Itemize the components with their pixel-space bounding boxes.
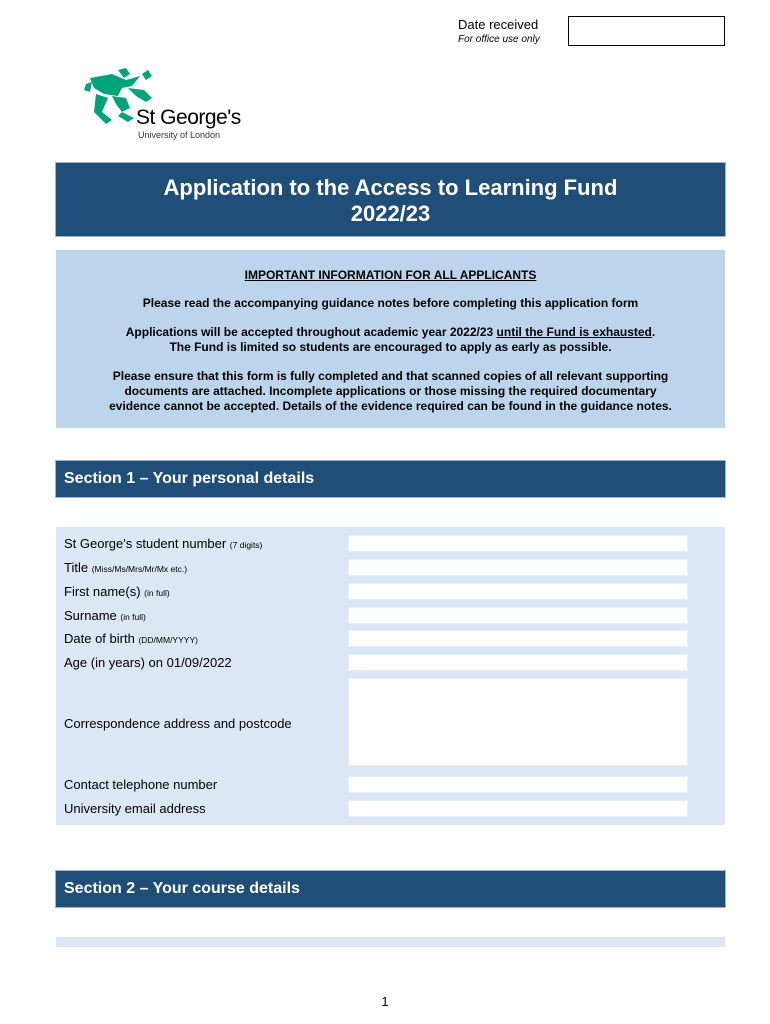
section-1-header: Section 1 – Your personal details (56, 461, 725, 497)
field-hint: (DD/MM/YYYY) (138, 635, 198, 645)
info-guidance: Please read the accompanying guidance notes before completing this application form (142, 296, 639, 310)
student-number-input[interactable] (348, 535, 688, 552)
field-label: Date of birth (64, 631, 139, 646)
first-name-input[interactable] (348, 583, 688, 600)
info-evidence-line2: documents are attached. Incomplete applications or those missing the required documentary (124, 384, 657, 398)
logo-subtitle: University of London (138, 130, 221, 140)
info-deadline-end: . (651, 325, 656, 339)
field-hint: (7 digits) (229, 540, 263, 550)
field-hint: (Miss/Ms/Mrs/Mr/Mx etc.) (91, 564, 188, 574)
personal-details-form (56, 527, 725, 825)
field-hint: (in full) (120, 612, 146, 622)
important-information-box (56, 250, 725, 428)
title-label (64, 560, 187, 575)
address-label (64, 716, 292, 731)
office-use-note: For office use only (458, 34, 540, 45)
field-label: St George's student number (64, 536, 230, 551)
page-number: 1 (381, 994, 389, 1009)
date-of-birth-input[interactable] (348, 630, 688, 647)
date-received-field[interactable] (568, 16, 725, 46)
email-input[interactable] (348, 800, 688, 817)
email-label (64, 801, 206, 816)
info-deadline (56, 325, 725, 340)
form-title-banner (56, 163, 725, 236)
date-received-label: Date received (458, 17, 539, 32)
info-deadline-underlined: until the Fund is exhausted (496, 325, 652, 339)
telephone-input[interactable] (348, 776, 688, 793)
field-label: Age (in years) on 01/09/2022 (64, 655, 232, 670)
date-of-birth-label (64, 631, 198, 646)
telephone-label (64, 777, 217, 792)
course-details-form (56, 937, 725, 947)
field-label: University email address (64, 801, 206, 816)
field-label: Title (64, 560, 92, 575)
field-label: Surname (64, 608, 121, 623)
student-number-label (64, 536, 262, 551)
surname-label (64, 608, 146, 623)
first-name-label (64, 584, 170, 599)
age-label (64, 655, 232, 670)
info-limited: The Fund is limited so students are encouraged to apply as early as possible. (169, 340, 612, 354)
section-2-header: Section 2 – Your course details (56, 871, 725, 907)
field-hint: (in full) (144, 588, 170, 598)
title-input[interactable] (348, 559, 688, 576)
info-evidence-line1: Please ensure that this form is fully completed and that scanned copies of all relevant supporting (112, 369, 669, 383)
info-heading: IMPORTANT INFORMATION FOR ALL APPLICANTS (244, 268, 537, 282)
field-label: First name(s) (64, 584, 145, 599)
field-label: Correspondence address and postcode (64, 716, 292, 731)
form-year: 2022/23 (350, 201, 431, 226)
info-deadline-text: Applications will be accepted throughout academic year 2022/23 (125, 325, 497, 339)
info-evidence-line3: evidence cannot be accepted. Details of the evidence required can be found in the guidance notes. (109, 399, 672, 413)
office-use-block (458, 16, 540, 46)
form-title: Application to the Access to Learning Fund (163, 175, 618, 200)
logo-name: St George's (136, 106, 241, 129)
field-label: Contact telephone number (64, 777, 218, 792)
surname-input[interactable] (348, 607, 688, 624)
age-input[interactable] (348, 654, 688, 671)
address-textarea[interactable] (348, 678, 688, 766)
